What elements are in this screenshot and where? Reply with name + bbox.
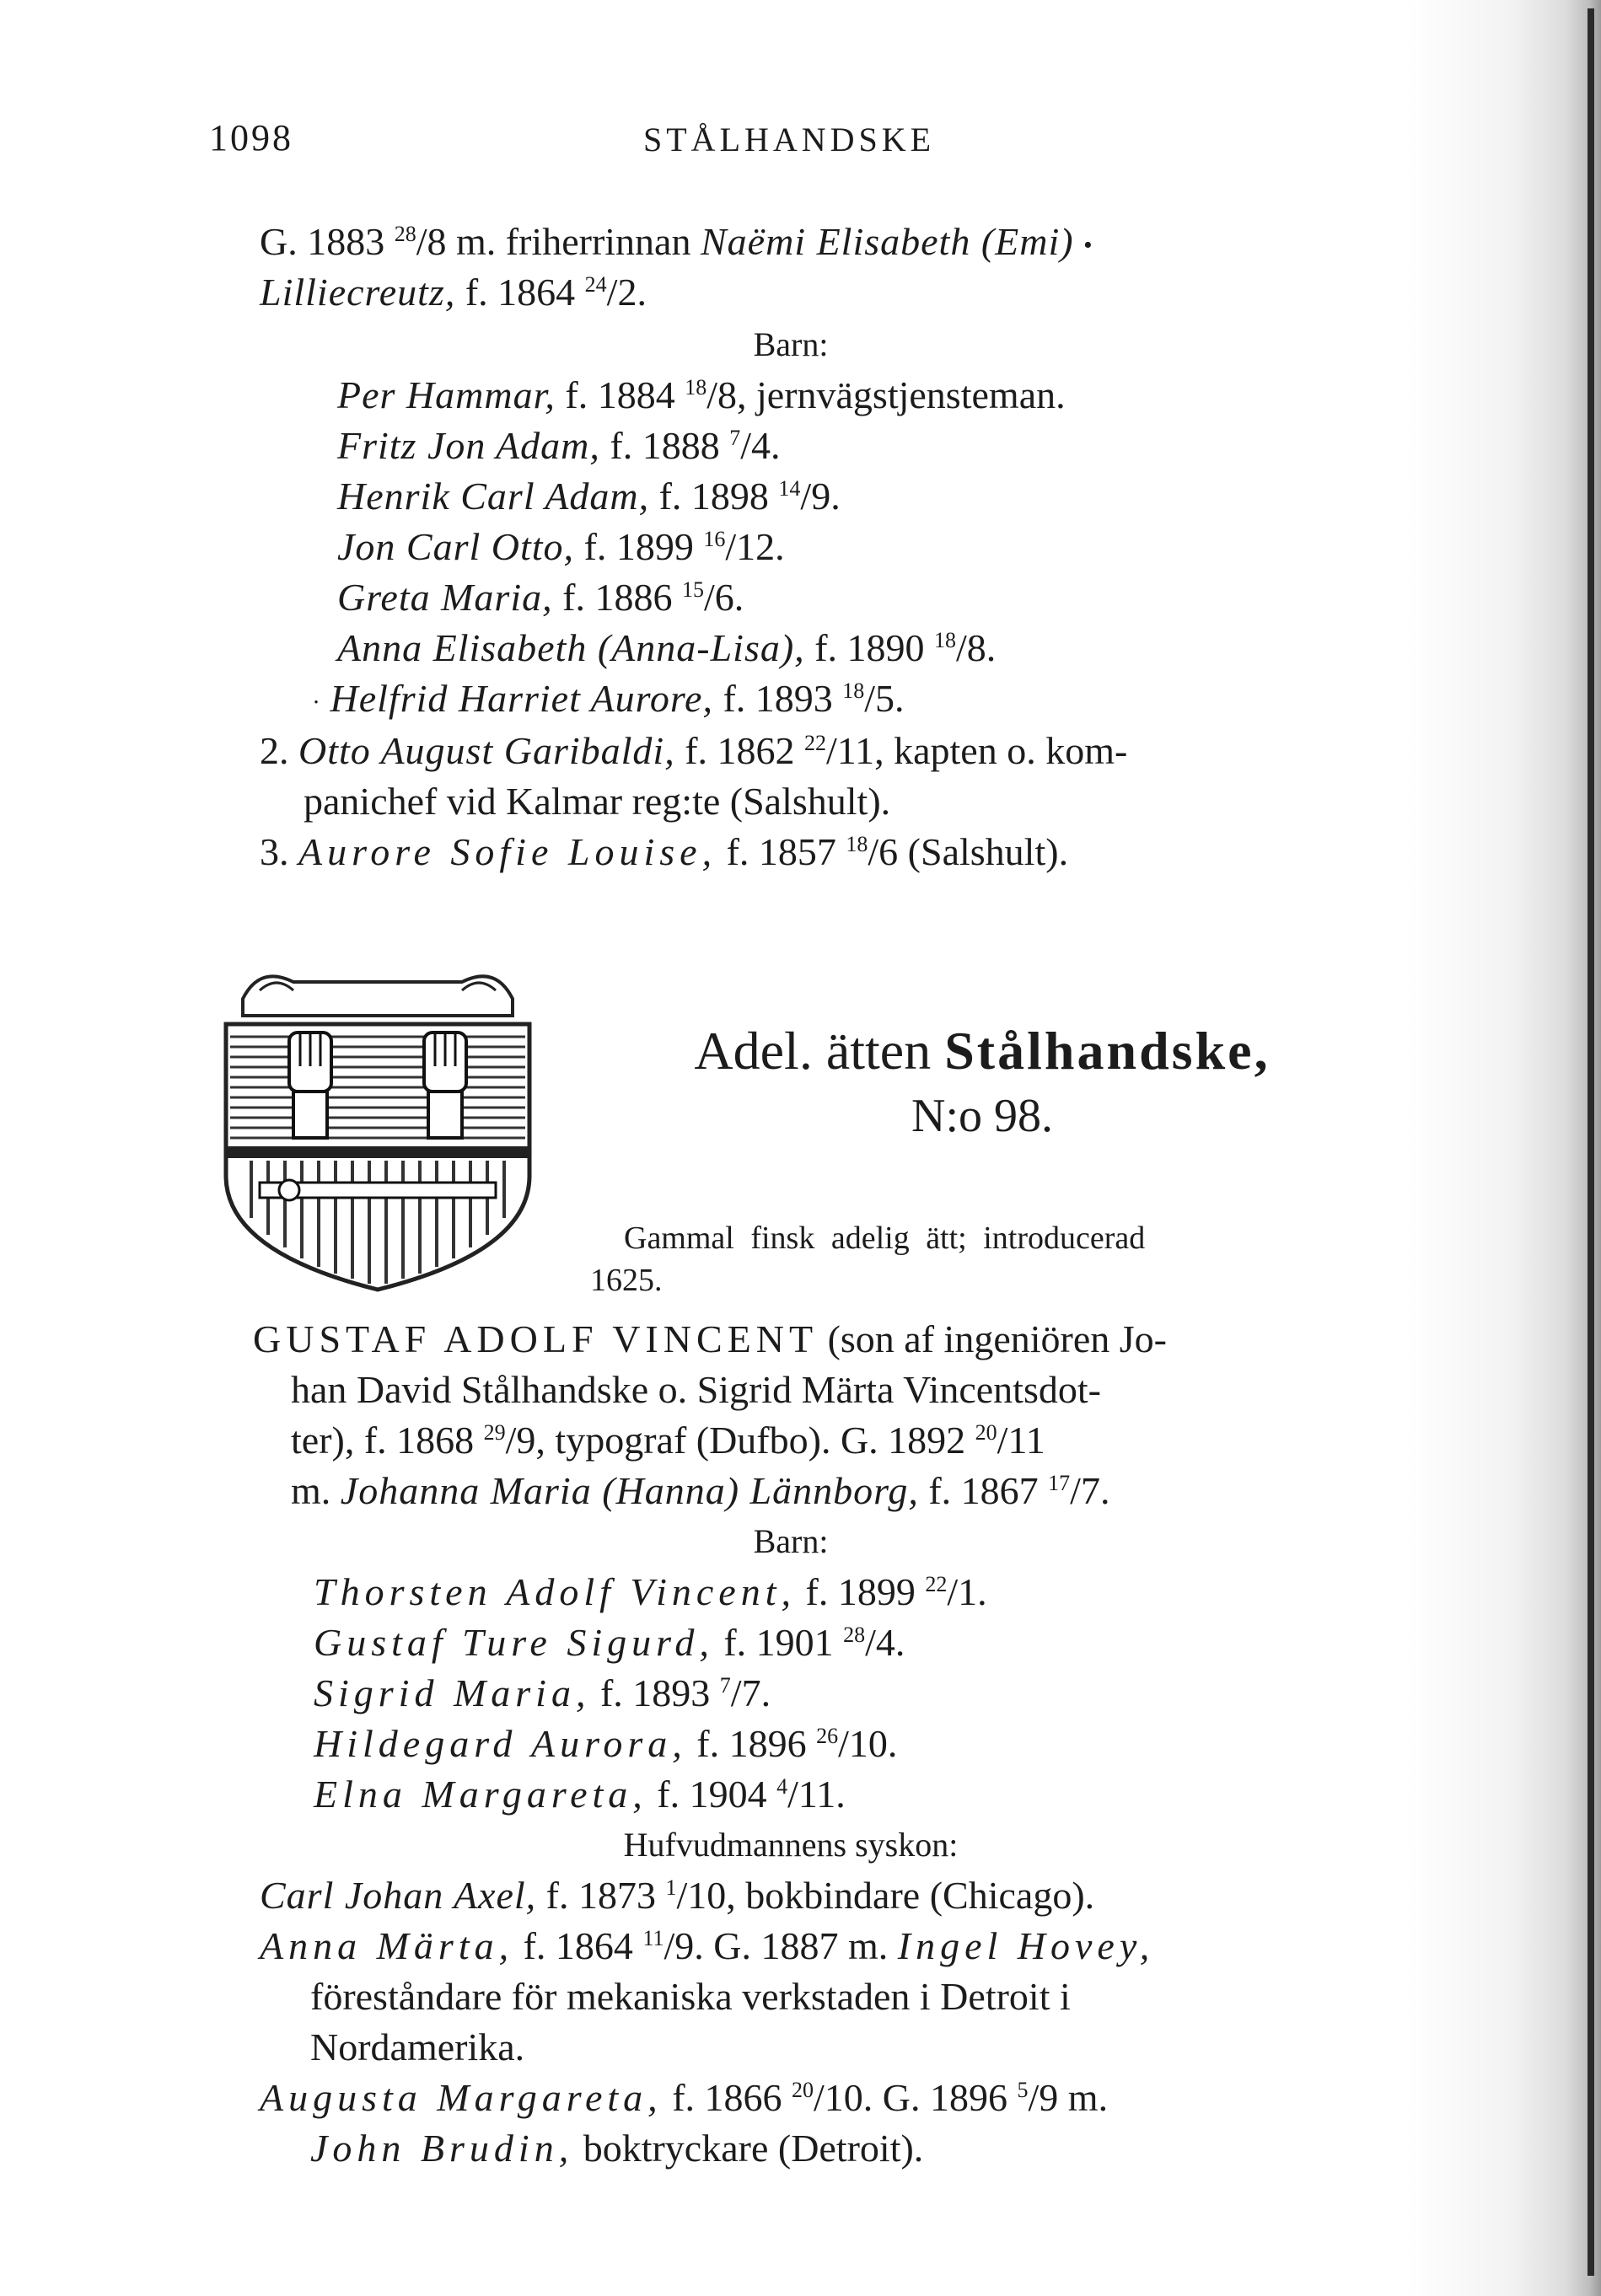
house-title: Adel. ätten Stålhandske,	[694, 1021, 1271, 1081]
sibling-row: Anna Märta, f. 1864 $^{11}$/9. G. 1887 m. Ingel Hovey,	[260, 1924, 1155, 1967]
house-description-line-2: 1625.	[590, 1263, 663, 1298]
child-row: Sigrid Maria, f. 1893 $^7$/7.	[314, 1671, 771, 1714]
sibling-row-cont: Nordamerika.	[310, 2025, 525, 2068]
sibling-row: Augusta Margareta, f. 1866 $^{20}$/10. G. 1896 $^5$/9 m.	[260, 2076, 1109, 2119]
child-row: Henrik Carl Adam, f. 1898 $^{14}$/9.	[337, 475, 841, 518]
page-number: 1098	[209, 117, 293, 158]
child-row: Greta Maria, f. 1886 $^{15}$/6.	[337, 576, 744, 619]
sibling-row-cont: John Brudin, boktryckare (Detroit).	[310, 2127, 924, 2170]
siblings-heading: Hufvudmannens syskon:	[623, 1826, 959, 1864]
child-row: Anna Elisabeth (Anna-Lisa), f. 1890 $^{18}$/8.	[337, 626, 997, 669]
child-row: Fritz Jon Adam, f. 1888 $^7$/4.	[337, 424, 781, 467]
binding-edge-line	[1588, 8, 1594, 2276]
sibling-2-line-1: 2. Otto August Garibaldi, f. 1862 $^{22}$/11, kapten o. kom-	[260, 729, 1128, 772]
entry-line-2: han David Stålhandske o. Sigrid Märta Vincentsdot-	[291, 1368, 1101, 1411]
sibling-row-cont: föreståndare för mekaniska verkstaden i Detroit i	[310, 1975, 1071, 2018]
child-row: Jon Carl Otto, f. 1899 $^{16}$/12.	[337, 525, 785, 568]
entry-line-1: GUSTAF ADOLF VINCENT (son af ingeniören Jo-	[253, 1317, 1167, 1360]
child-row: Elna Margareta, f. 1904 $^4$/11.	[314, 1773, 846, 1816]
running-title: STÅLHANDSKE	[643, 121, 936, 158]
children-heading-2: Barn:	[753, 1522, 829, 1560]
sibling-3-line: 3. Aurore Sofie Louise, f. 1857 $^{18}$/6 (Salshult).	[260, 830, 1069, 873]
coat-of-arms-image	[209, 965, 546, 1294]
child-row: Hildegard Aurora, f. 1896 $^{26}$/10.	[314, 1722, 898, 1765]
marriage-line-1: G. 1883 $^{28}$/8 m. friherrinnan Naëmi Elisabeth (Emi) •	[260, 220, 1093, 263]
house-description-line-1: Gammal finsk adelig ätt; introducerad	[624, 1220, 1146, 1256]
child-row: Thorsten Adolf Vincent, f. 1899 $^{22}$/1.	[314, 1570, 987, 1613]
child-row: · Helfrid Harriet Aurore, f. 1893 $^{18}$/5.	[312, 677, 905, 720]
page-edge-shadow	[1407, 0, 1601, 2296]
entry-line-3: ter), f. 1868 $^{29}$/9, typograf (Dufbo). G. 1892 $^{20}$/11	[291, 1419, 1045, 1462]
child-row: Gustaf Ture Sigurd, f. 1901 $^{28}$/4.	[314, 1621, 905, 1664]
sibling-2-line-2: panichef vid Kalmar reg:te (Salshult).	[304, 780, 891, 823]
child-row: Per Hammar, f. 1884 $^{18}$/8, jernvägstjensteman.	[337, 373, 1066, 416]
marriage-line-2: Lilliecreutz, f. 1864 $^{24}$/2.	[260, 271, 647, 314]
house-number: N:o 98.	[911, 1090, 1053, 1142]
entry-line-4: m. Johanna Maria (Hanna) Lännborg, f. 1867 $^{17}$/7.	[291, 1469, 1110, 1512]
sibling-row: Carl Johan Axel, f. 1873 $^1$/10, bokbindare (Chicago).	[260, 1874, 1095, 1917]
children-heading-1: Barn:	[753, 325, 829, 363]
